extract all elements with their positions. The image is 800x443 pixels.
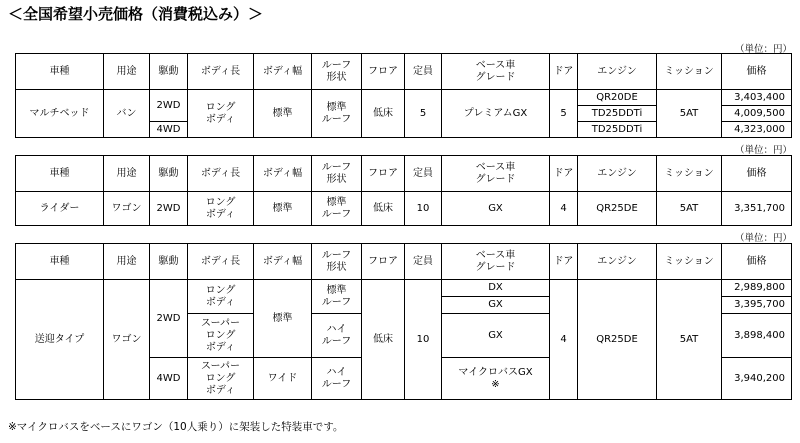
header-roof: ルーフ 形状: [312, 54, 362, 90]
header-use: 用途: [104, 156, 150, 192]
cell-body-width: 標準: [254, 90, 312, 138]
cell-price: 4,009,500: [722, 106, 792, 122]
cell-drive: 2WD: [150, 192, 188, 226]
cell-body-width-std: 標準: [254, 280, 312, 358]
header-price: 価格: [722, 244, 792, 280]
cell-price: 3,395,700: [722, 297, 792, 314]
cell-body-width-wide: ワイド: [254, 358, 312, 400]
header-roof: ルーフ 形状: [312, 156, 362, 192]
cell-use: ワゴン: [104, 280, 150, 400]
cell-drive-2wd: 2WD: [150, 280, 188, 358]
cell-engine: QR25DE: [578, 192, 657, 226]
cell-drive-4wd: 4WD: [150, 358, 188, 400]
header-body-length: ボディ長: [188, 244, 254, 280]
cell-mission: 5AT: [657, 192, 722, 226]
header-capacity: 定員: [405, 54, 442, 90]
footnote: ※マイクロバスをベースにワゴン（10人乗り）に架装した特装車です。: [8, 421, 344, 433]
cell-engine: TD25DDTi: [578, 122, 657, 138]
cell-capacity: 10: [405, 192, 442, 226]
header-doors: ドア: [550, 156, 578, 192]
cell-mission: 5AT: [657, 280, 722, 400]
header-body-length: ボディ長: [188, 156, 254, 192]
header-doors: ドア: [550, 54, 578, 90]
cell-engine: TD25DDTi: [578, 106, 657, 122]
header-roof: ルーフ 形状: [312, 244, 362, 280]
header-grade: ベース車 グレード: [442, 156, 550, 192]
cell-price: 3,403,400: [722, 90, 792, 106]
cell-capacity: 5: [405, 90, 442, 138]
price-table-multibed: [15, 53, 792, 138]
cell-roof-high-4wd: ハイ ルーフ: [312, 358, 362, 400]
price-table-shuttle: [15, 243, 792, 400]
cell-model: 送迎タイプ: [16, 280, 104, 400]
cell-doors: 4: [550, 280, 578, 400]
header-capacity: 定員: [405, 244, 442, 280]
cell-grade: DX: [442, 280, 550, 297]
cell-price: 3,351,700: [722, 192, 792, 226]
header-model: 車種: [16, 156, 104, 192]
cell-price: 2,989,800: [722, 280, 792, 297]
price-table-rider: [15, 155, 792, 226]
header-engine: エンジン: [578, 244, 657, 280]
cell-capacity: 10: [405, 280, 442, 400]
cell-grade: プレミアムGX: [442, 90, 550, 138]
header-price: 価格: [722, 156, 792, 192]
cell-body-width: 標準: [254, 192, 312, 226]
cell-body-length: ロング ボディ: [188, 192, 254, 226]
header-model: 車種: [16, 54, 104, 90]
cell-engine: QR25DE: [578, 280, 657, 400]
header-floor: フロア: [362, 54, 405, 90]
cell-body-length-long: ロング ボディ: [188, 280, 254, 314]
cell-price: 4,323,000: [722, 122, 792, 138]
header-doors: ドア: [550, 244, 578, 280]
header-body-length: ボディ長: [188, 54, 254, 90]
header-drive: 駆動: [150, 54, 188, 90]
cell-drive-2wd: 2WD: [150, 90, 188, 122]
cell-grade: GX: [442, 192, 550, 226]
cell-doors: 4: [550, 192, 578, 226]
header-body-width: ボディ幅: [254, 156, 312, 192]
unit-label-2: （単位：円）: [734, 145, 792, 156]
cell-roof: 標準 ルーフ: [312, 192, 362, 226]
header-grade: ベース車 グレード: [442, 244, 550, 280]
cell-grade: GX: [442, 297, 550, 314]
page-title: ＜全国希望小売価格（消費税込み）＞: [8, 5, 264, 23]
cell-model: マルチベッド: [16, 90, 104, 138]
header-grade: ベース車 グレード: [442, 54, 550, 90]
header-drive: 駆動: [150, 156, 188, 192]
unit-label-1: （単位：円）: [734, 44, 792, 55]
header-engine: エンジン: [578, 156, 657, 192]
header-mission: ミッション: [657, 54, 722, 90]
cell-body-length: ロング ボディ: [188, 90, 254, 138]
cell-roof-high: ハイ ルーフ: [312, 314, 362, 358]
header-use: 用途: [104, 244, 150, 280]
cell-use: バン: [104, 90, 150, 138]
cell-floor: 低床: [362, 192, 405, 226]
unit-label-3: （単位：円）: [734, 233, 792, 244]
cell-use: ワゴン: [104, 192, 150, 226]
header-engine: エンジン: [578, 54, 657, 90]
cell-floor: 低床: [362, 90, 405, 138]
cell-floor: 低床: [362, 280, 405, 400]
header-model: 車種: [16, 244, 104, 280]
cell-mission: 5AT: [657, 90, 722, 138]
cell-body-length-super: スーパー ロング ボディ: [188, 314, 254, 358]
header-mission: ミッション: [657, 244, 722, 280]
header-floor: フロア: [362, 156, 405, 192]
cell-price: 3,940,200: [722, 358, 792, 400]
cell-model: ライダー: [16, 192, 104, 226]
cell-body-length-super-4wd: スーパー ロング ボディ: [188, 358, 254, 400]
header-drive: 駆動: [150, 244, 188, 280]
header-floor: フロア: [362, 244, 405, 280]
cell-price: 3,898,400: [722, 314, 792, 358]
cell-engine: QR20DE: [578, 90, 657, 106]
header-body-width: ボディ幅: [254, 244, 312, 280]
cell-drive-4wd: 4WD: [150, 122, 188, 138]
header-body-width: ボディ幅: [254, 54, 312, 90]
header-use: 用途: [104, 54, 150, 90]
cell-grade: GX: [442, 314, 550, 358]
cell-doors: 5: [550, 90, 578, 138]
cell-roof-std: 標準 ルーフ: [312, 280, 362, 314]
cell-roof: 標準 ルーフ: [312, 90, 362, 138]
cell-grade-microbus: マイクロバスGX ※: [442, 358, 550, 400]
header-mission: ミッション: [657, 156, 722, 192]
header-capacity: 定員: [405, 156, 442, 192]
header-price: 価格: [722, 54, 792, 90]
